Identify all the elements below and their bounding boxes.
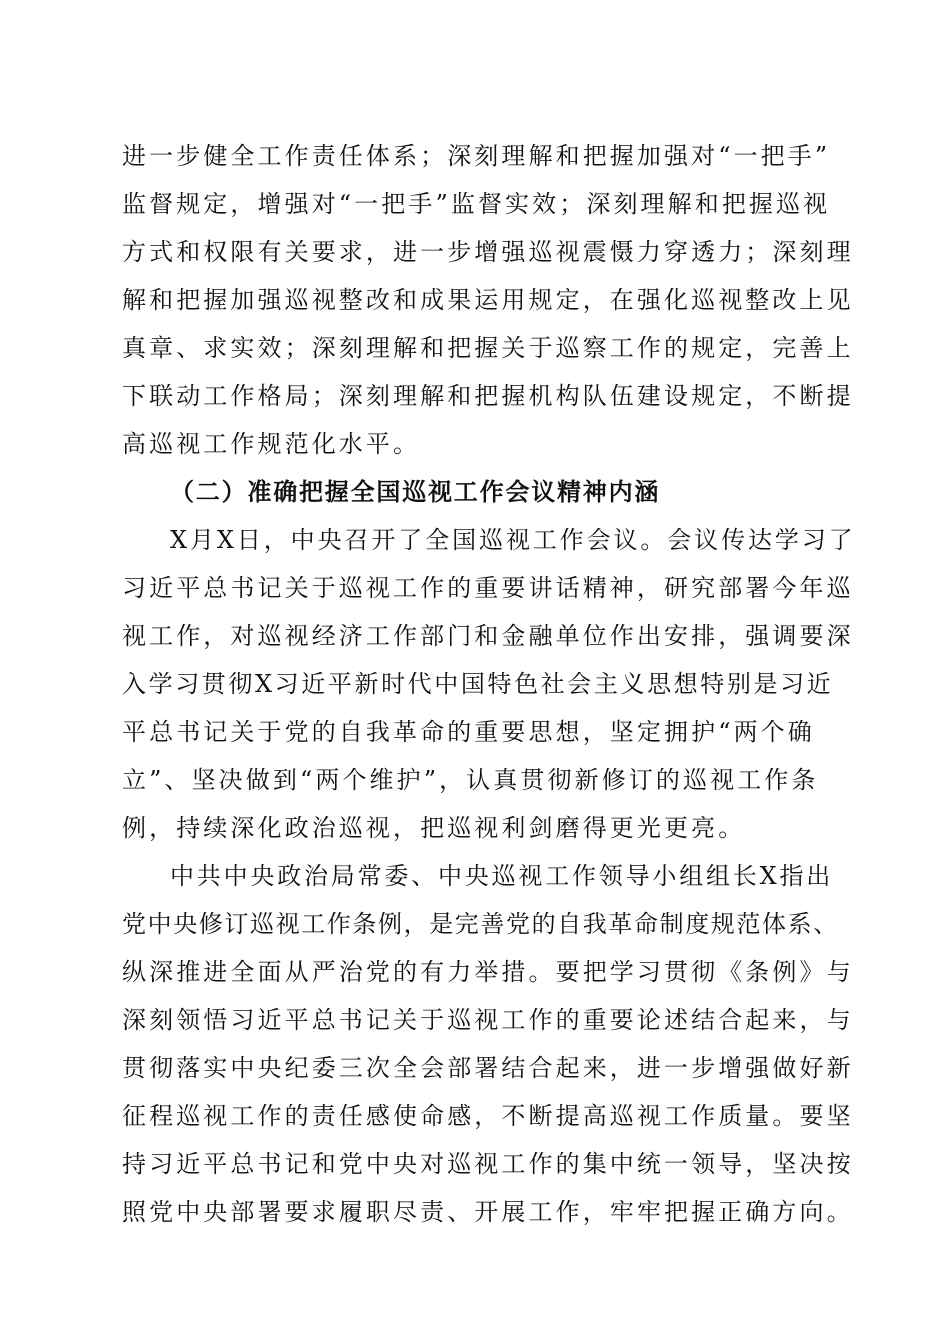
body-line: 征程巡视工作的责任感使命感，不断提高巡视工作质量。要坚 — [122, 1102, 854, 1130]
body-line: 入学习贯彻X习近平新时代中国特色社会主义思想特别是习近 — [122, 670, 834, 698]
body-line: 视工作，对巡视经济工作部门和金融单位作出安排，强调要深 — [122, 622, 854, 650]
body-line: 下联动工作格局；深刻理解和把握机构队伍建设规定，不断提 — [122, 382, 854, 410]
body-line: 纵深推进全面从严治党的有力举措。要把学习贯彻《条例》与 — [122, 958, 854, 986]
body-line: 真章、求实效；深刻理解和把握关于巡察工作的规定，完善上 — [122, 334, 854, 362]
body-line: 方式和权限有关要求，进一步增强巡视震慑力穿透力；深刻理 — [122, 238, 854, 266]
body-line: 解和把握加强巡视整改和成果运用规定，在强化巡视整改上见 — [122, 286, 854, 314]
body-line: 进一步健全工作责任体系；深刻理解和把握加强对“一把手” — [122, 142, 831, 170]
body-line: 中共中央政治局常委、中央巡视工作领导小组组长X指出 — [170, 862, 834, 890]
body-line: 持习近平总书记和党中央对巡视工作的集中统一领导，坚决按 — [122, 1150, 854, 1178]
body-line: 照党中央部署要求履职尽责、开展工作，牢牢把握正确方向。 — [122, 1198, 854, 1226]
body-line: X月X日，中央召开了全国巡视工作会议。会议传达学习了 — [170, 526, 856, 554]
body-line: 例，持续深化政治巡视，把巡视利剑磨得更光更亮。 — [122, 814, 746, 842]
body-line: 平总书记关于党的自我革命的重要思想，坚定拥护“两个确 — [122, 718, 815, 746]
body-line: 习近平总书记关于巡视工作的重要讲话精神，研究部署今年巡 — [122, 574, 854, 602]
body-line: 立”、坚决做到“两个维护”，认真贯彻新修订的巡视工作条 — [122, 766, 819, 794]
body-line: 贯彻落实中央纪委三次全会部署结合起来，进一步增强做好新 — [122, 1054, 854, 1082]
section-heading: （二）准确把握全国巡视工作会议精神内涵 — [170, 478, 661, 506]
body-line: 深刻领悟习近平总书记关于巡视工作的重要论述结合起来，与 — [122, 1006, 854, 1034]
body-line: 监督规定，增强对“一把手”监督实效；深刻理解和把握巡视 — [122, 190, 831, 218]
body-line: 高巡视工作规范化水平。 — [122, 430, 421, 458]
body-line: 党中央修订巡视工作条例，是完善党的自我革命制度规范体系、 — [122, 910, 839, 938]
